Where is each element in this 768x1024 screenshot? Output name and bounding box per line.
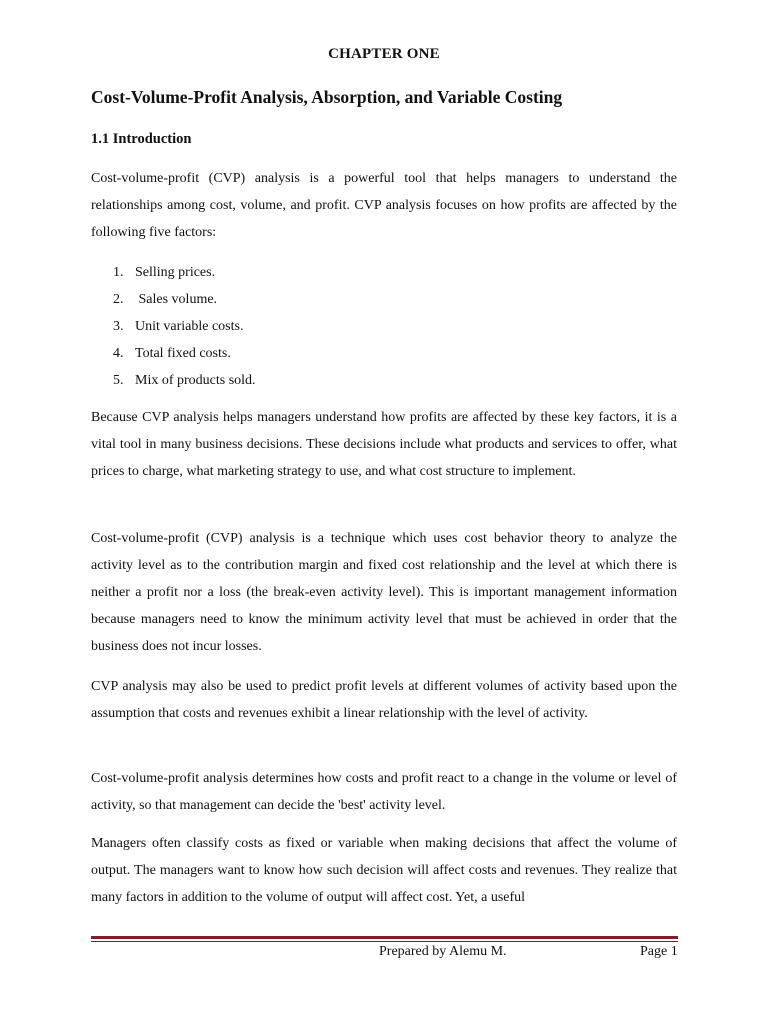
- footer-rule: [91, 936, 678, 939]
- paragraph-intro: Cost-volume-profit (CVP) analysis is a powerful tool that helps managers to understand the relationships among cost, volume, and profit. CVP analysis focuses on how profits are affected by the following five factors:: [91, 171, 677, 240]
- list-item-number: 1.: [113, 265, 124, 280]
- paragraph-best-activity: Cost-volume-profit analysis determines how costs and profit react to a change in the volume or level of activity, so that management can decide the 'best' activity level.: [91, 771, 677, 813]
- page-number: Page 1: [640, 944, 678, 959]
- list-item-text: Selling prices.: [135, 265, 216, 280]
- list-item: [113, 367, 256, 394]
- list-item-text: Total fixed costs.: [135, 346, 231, 361]
- list-item-number: 2.: [113, 292, 124, 307]
- list-item: [113, 259, 256, 286]
- list-item-text: Unit variable costs.: [135, 319, 244, 334]
- list-item-text: Mix of products sold.: [135, 373, 256, 388]
- paragraph-key-factors: Because CVP analysis helps managers understand how profits are affected by these key factors, it is a vital tool in many business decisions. These decisions include what products and services to offer, what prices to charge, what marketing strategy to use, and what cost structure to implement.: [91, 410, 677, 479]
- list-item-text: Sales volume.: [135, 292, 218, 307]
- paragraph-technique: Cost-volume-profit (CVP) analysis is a technique which uses cost behavior theory to analyze the activity level as to the contribution margin and fixed cost relationship and the level at which there is neither a profit nor a loss (the break-even activity level). This is important management information because managers need to know the minimum activity level that must be achieved in order that the business does not incur losses.: [91, 531, 677, 654]
- paragraph-predict-profit: CVP analysis may also be used to predict profit levels at different volumes of activity based upon the assumption that costs and revenues exhibit a linear relationship with the level of activity.: [91, 679, 677, 721]
- paragraph-classify-costs: Managers often classify costs as fixed or variable when making decisions that affect the volume of output. The managers want to know how such decision will affect costs and revenues. They realize that many factors in addition to the volume of output will affect cost. Yet, a useful: [91, 836, 677, 905]
- list-item-number: 3.: [113, 319, 124, 334]
- list-item: [113, 286, 256, 313]
- list-item: [113, 313, 256, 340]
- footer-author: Prepared by Alemu M.: [379, 944, 507, 959]
- footer-rule-thin: [91, 941, 678, 942]
- document-title: Cost-Volume-Profit Analysis, Absorption, and Variable Costing: [91, 87, 563, 107]
- list-item-number: 5.: [113, 373, 124, 388]
- factor-list: [113, 259, 256, 394]
- section-heading: 1.1 Introduction: [91, 131, 192, 147]
- chapter-label: CHAPTER ONE: [328, 46, 440, 62]
- list-item: [113, 340, 256, 367]
- list-item-number: 4.: [113, 346, 124, 361]
